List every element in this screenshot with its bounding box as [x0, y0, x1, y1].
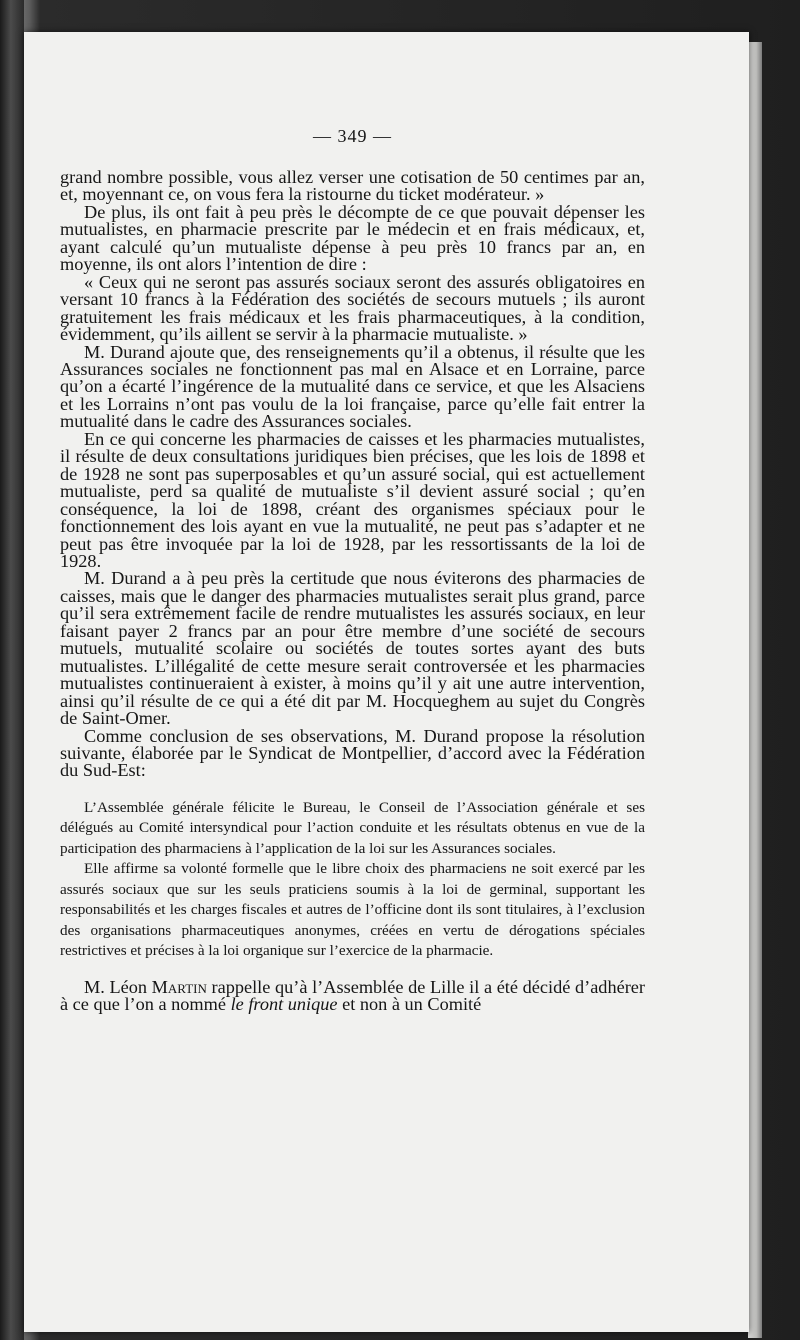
closing-name: Martin — [151, 976, 207, 997]
resolution-paragraph-1: L’Assemblée générale félicite le Bureau, le Conseil de l’Association générale et ses délégués au Comité intersyndical pour l’action conduite et les résultats obtenus en vue de la participation des pharmaciens à l’application de la loi sur les Assurances sociales. — [60, 798, 645, 857]
closing-paragraph — [60, 976, 645, 1015]
paragraph-4: M. Durand ajoute que, des renseignements qu’il a obtenus, il résulte que les Assurances sociales ne fonctionnent pas mal en Alsace et en Lorraine, parce qu’on a écarté l’ingérence de la mutualité dans ce service, et que les Alsaciens et les Lorrains n’ont pas voulu de la loi française, parce qu’elle fait entrer la mutualité dans le cadre des Assurances sociales. — [60, 341, 645, 432]
paragraph-7: Comme conclusion de ses observations, M. Durand propose la résolution suivante, élaborée par le Syndicat de Montpellier, d’accord avec la Fédération du Sud-Est: — [60, 725, 645, 781]
paragraph-1: grand nombre possible, vous allez verser une cotisation de 50 centimes par an, et, moyennant ce, on vous fera la ristourne du ticket modérateur. » — [60, 167, 645, 205]
page-number: — 349 — — [313, 126, 392, 146]
closing-tail: et non à un Comité — [337, 994, 482, 1015]
resolution-paragraph-2: Elle affirme sa volonté formelle que le libre choix des pharmaciens ne soit exercé par les assurés sociaux que sur les seuls praticiens soumis à la loi de germinal, supportant les responsabilités et les charges fiscales et autres de l’officine dont ils sont titulaires, à l’exclusion des organisations pharmaceutiques anonymes, créées en vertu de dérogations spéciales restrictives et précises à la loi organique sur l’exercice de la pharmacie. — [60, 860, 645, 960]
paragraph-2: De plus, ils ont fait à peu près le décompte de ce que pouvait dépenser les mutualistes, en pharmacie prescrite par le médecin et en frais médicaux, et, ayant calculé qu’un mutualiste dépense à peu près 10 francs par an, en moyenne, ils ont alors l’intention de dire : — [60, 201, 645, 275]
closing-lead: M. Léon — [84, 976, 152, 997]
book-binding — [0, 0, 24, 1340]
paragraph-6: M. Durand a à peu près la certitude que nous éviterons des pharmacies de caisses, mais que le danger des pharmacies mutualistes serait plus grand, parce qu’il sera extrêmement facile de rendre mutualistes les assurés sociaux, en leur faisant payer 2 francs par an pour être membre d’une société de secours mutuels, mutualité scolaire ou sociétés de toutes sortes ayant des buts mutualistes. L’illégalité de cette mesure serait controversée et les pharmacies mutualistes continueraient à exister, à moins qu’il y ait une autre intervention, ainsi qu’il résulte de ce qui a été dit par M. Hocqueghem au sujet du Congrès de Saint-Omer. — [60, 568, 645, 729]
page-edge — [748, 42, 762, 1338]
closing-emphasis: le front unique — [230, 994, 338, 1015]
closing-middle: rappelle qu’à l’Assemblée de Lille il a été décidé d’adhérer à ce que l’on a nommé — [60, 976, 645, 1015]
paragraph-3: « Ceux qui ne seront pas assurés sociaux seront des assurés obligatoires en versant 10 francs à la Fédération des sociétés de secours mutuels ; ils auront gratuitement les frais médicaux et les frais pharmaceutiques, à la condition, évidemment, qu’ils aillent se servir à la pharmacie mutualiste. » — [60, 271, 645, 345]
page-text — [60, 126, 645, 1014]
paragraph-5: En ce qui concerne les pharmacies de caisses et les pharmacies mutualistes, il résulte de deux consultations juridiques bien précises, que les lois de 1898 et de 1928 ne sont pas superposables et qu’un assuré social, qui est actuellement mutualiste, perd sa qualité de mutualiste s’il devient assuré social ; qu’en conséquence, la loi de 1898, créant des organismes spéciaux pour le fonctionnement des lois ayant en vue la mutualité, ne peut pas s’adapter et ne peut pas être invoquée par la loi de 1928, par les ressortissants de la loi de 1928. — [60, 428, 645, 571]
resolution-block — [60, 798, 645, 962]
